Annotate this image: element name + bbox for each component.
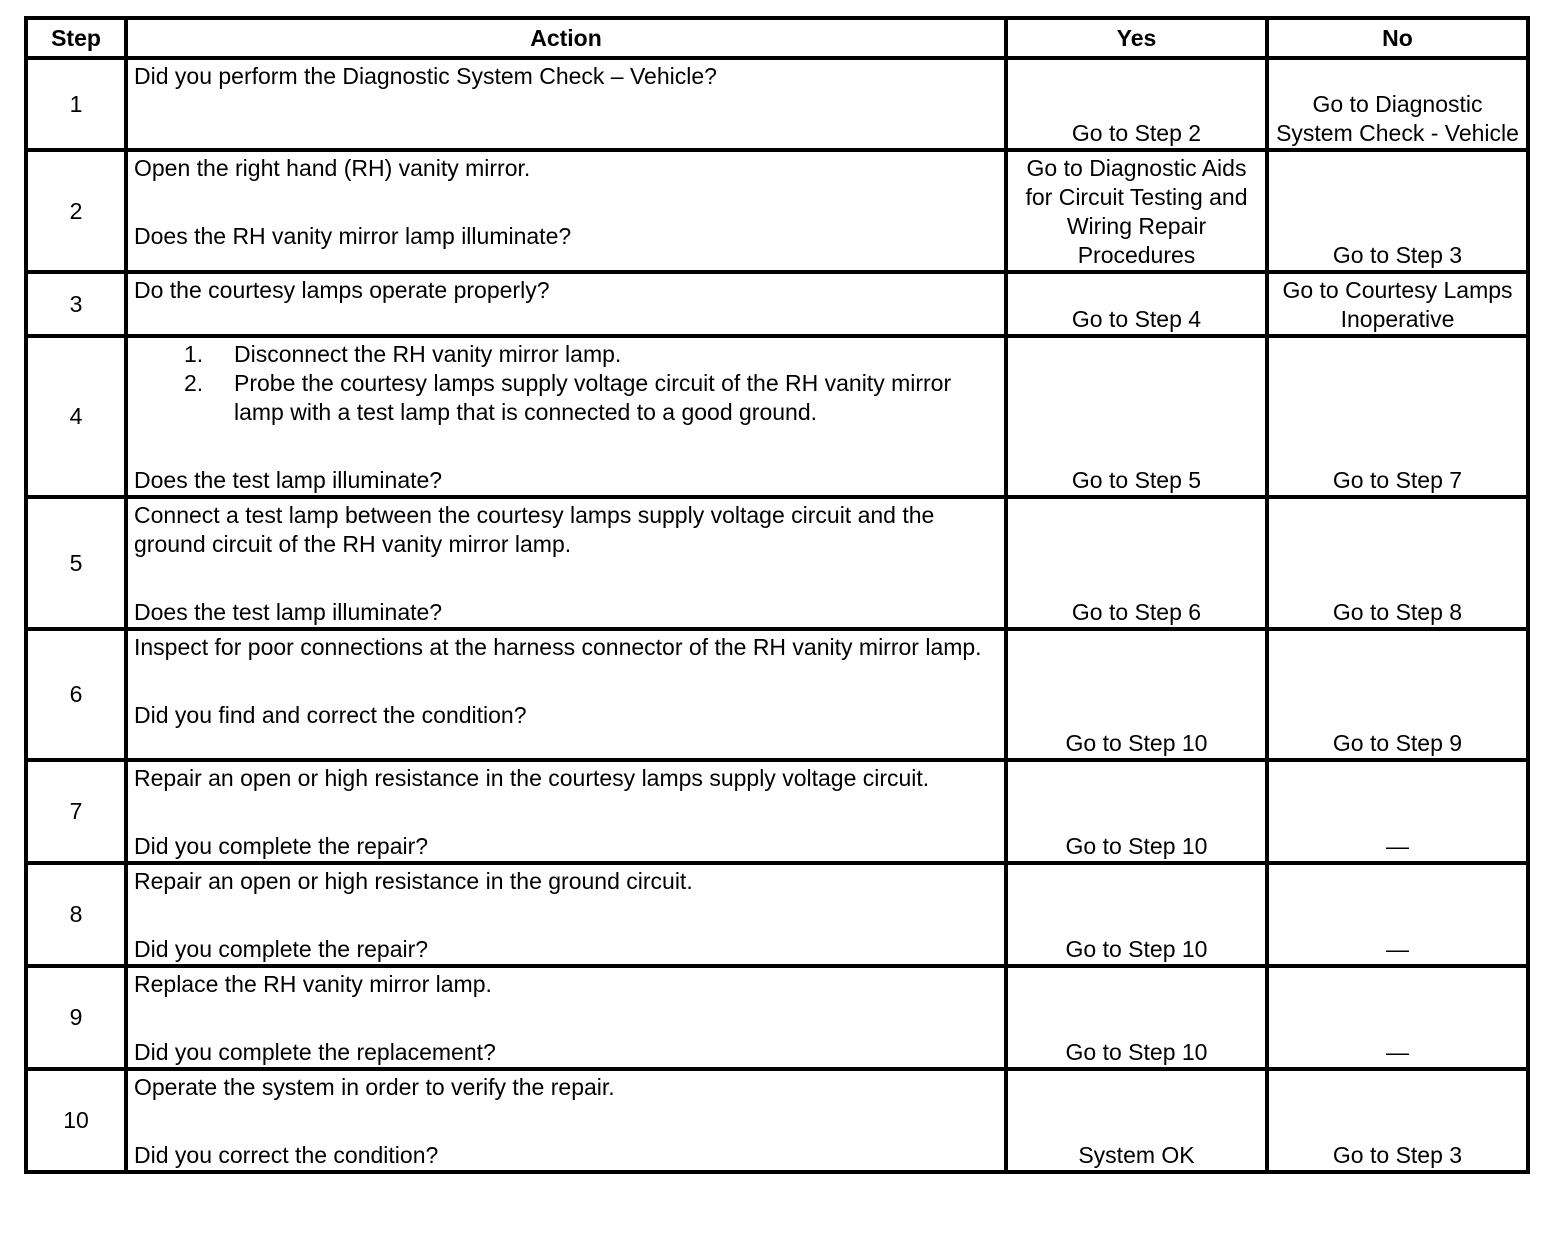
action-question: Does the test lamp illuminate? bbox=[134, 467, 443, 493]
step-number: 6 bbox=[26, 629, 126, 760]
table-row bbox=[26, 497, 1528, 629]
header-yes: Yes bbox=[1006, 18, 1267, 58]
action-text: Operate the system in order to verify the repair. bbox=[134, 1074, 615, 1100]
no-cell: Go to Diagnostic System Check - Vehicle bbox=[1267, 58, 1528, 150]
no-cell: Go to Step 8 bbox=[1267, 497, 1528, 629]
action-text: Replace the RH vanity mirror lamp. bbox=[134, 971, 492, 997]
list-item bbox=[184, 369, 1000, 427]
action-cell bbox=[126, 863, 1006, 966]
action-text: Do the courtesy lamps operate properly? bbox=[134, 277, 550, 303]
procedure-list bbox=[134, 340, 1000, 427]
table-row bbox=[26, 58, 1528, 150]
step-number: 5 bbox=[26, 497, 126, 629]
yes-cell: Go to Step 6 bbox=[1006, 497, 1267, 629]
header-action: Action bbox=[126, 18, 1006, 58]
action-question: Did you complete the repair? bbox=[134, 936, 429, 962]
action-cell bbox=[126, 272, 1006, 336]
table-row bbox=[26, 629, 1528, 760]
action-text: Connect a test lamp between the courtesy lamps supply voltage circuit and the ground circuit of the RH vanity mirror lamp. bbox=[134, 502, 935, 557]
table-row bbox=[26, 1069, 1528, 1172]
table-row bbox=[26, 966, 1528, 1069]
no-cell: Go to Step 3 bbox=[1267, 1069, 1528, 1172]
no-cell: Go to Step 7 bbox=[1267, 336, 1528, 497]
yes-cell: Go to Step 2 bbox=[1006, 58, 1267, 150]
no-cell: — bbox=[1267, 863, 1528, 966]
action-cell bbox=[126, 336, 1006, 497]
yes-cell: Go to Step 10 bbox=[1006, 863, 1267, 966]
list-item bbox=[184, 340, 1000, 369]
action-cell bbox=[126, 760, 1006, 863]
action-text: Inspect for poor connections at the harness connector of the RH vanity mirror lamp. bbox=[134, 634, 982, 660]
table-row bbox=[26, 863, 1528, 966]
table-row bbox=[26, 272, 1528, 336]
yes-cell: Go to Step 10 bbox=[1006, 629, 1267, 760]
no-cell: Go to Courtesy Lamps Inoperative bbox=[1267, 272, 1528, 336]
list-number: 1. bbox=[184, 341, 204, 367]
table-row bbox=[26, 336, 1528, 497]
header-row bbox=[26, 18, 1528, 58]
list-text: Probe the courtesy lamps supply voltage circuit of the RH vanity mirror lamp with a test lamp that is connected to a good ground. bbox=[234, 370, 952, 425]
step-number: 9 bbox=[26, 966, 126, 1069]
action-text: Repair an open or high resistance in the ground circuit. bbox=[134, 868, 693, 894]
step-number: 7 bbox=[26, 760, 126, 863]
step-number: 10 bbox=[26, 1069, 126, 1172]
action-cell bbox=[126, 58, 1006, 150]
action-question: Did you complete the repair? bbox=[134, 833, 429, 859]
action-cell bbox=[126, 629, 1006, 760]
header-no: No bbox=[1267, 18, 1528, 58]
action-text: Open the right hand (RH) vanity mirror. bbox=[134, 155, 531, 181]
action-cell bbox=[126, 150, 1006, 272]
yes-cell: Go to Diagnostic Aids for Circuit Testing and Wiring Repair Procedures bbox=[1006, 150, 1267, 272]
yes-cell: Go to Step 10 bbox=[1006, 966, 1267, 1069]
yes-cell: System OK bbox=[1006, 1069, 1267, 1172]
action-question: Does the test lamp illuminate? bbox=[134, 599, 443, 625]
step-number: 2 bbox=[26, 150, 126, 272]
action-text: Repair an open or high resistance in the courtesy lamps supply voltage circuit. bbox=[134, 765, 930, 791]
no-cell: Go to Step 3 bbox=[1267, 150, 1528, 272]
table-row bbox=[26, 760, 1528, 863]
action-question: Did you complete the replacement? bbox=[134, 1039, 496, 1065]
action-cell bbox=[126, 966, 1006, 1069]
action-cell bbox=[126, 497, 1006, 629]
no-cell: — bbox=[1267, 966, 1528, 1069]
action-question: Did you correct the condition? bbox=[134, 1142, 439, 1168]
diagnostic-table bbox=[24, 16, 1530, 1174]
no-cell: Go to Step 9 bbox=[1267, 629, 1528, 760]
action-question: Does the RH vanity mirror lamp illuminate? bbox=[134, 223, 572, 249]
action-cell bbox=[126, 1069, 1006, 1172]
step-number: 1 bbox=[26, 58, 126, 150]
yes-cell: Go to Step 5 bbox=[1006, 336, 1267, 497]
header-step: Step bbox=[26, 18, 126, 58]
no-cell: — bbox=[1267, 760, 1528, 863]
yes-cell: Go to Step 4 bbox=[1006, 272, 1267, 336]
action-question: Did you find and correct the condition? bbox=[134, 702, 527, 728]
step-number: 4 bbox=[26, 336, 126, 497]
action-text: Did you perform the Diagnostic System Check – Vehicle? bbox=[134, 63, 717, 89]
step-number: 3 bbox=[26, 272, 126, 336]
step-number: 8 bbox=[26, 863, 126, 966]
list-number: 2. bbox=[184, 370, 204, 396]
list-text: Disconnect the RH vanity mirror lamp. bbox=[234, 341, 622, 367]
yes-cell: Go to Step 10 bbox=[1006, 760, 1267, 863]
table-row bbox=[26, 150, 1528, 272]
